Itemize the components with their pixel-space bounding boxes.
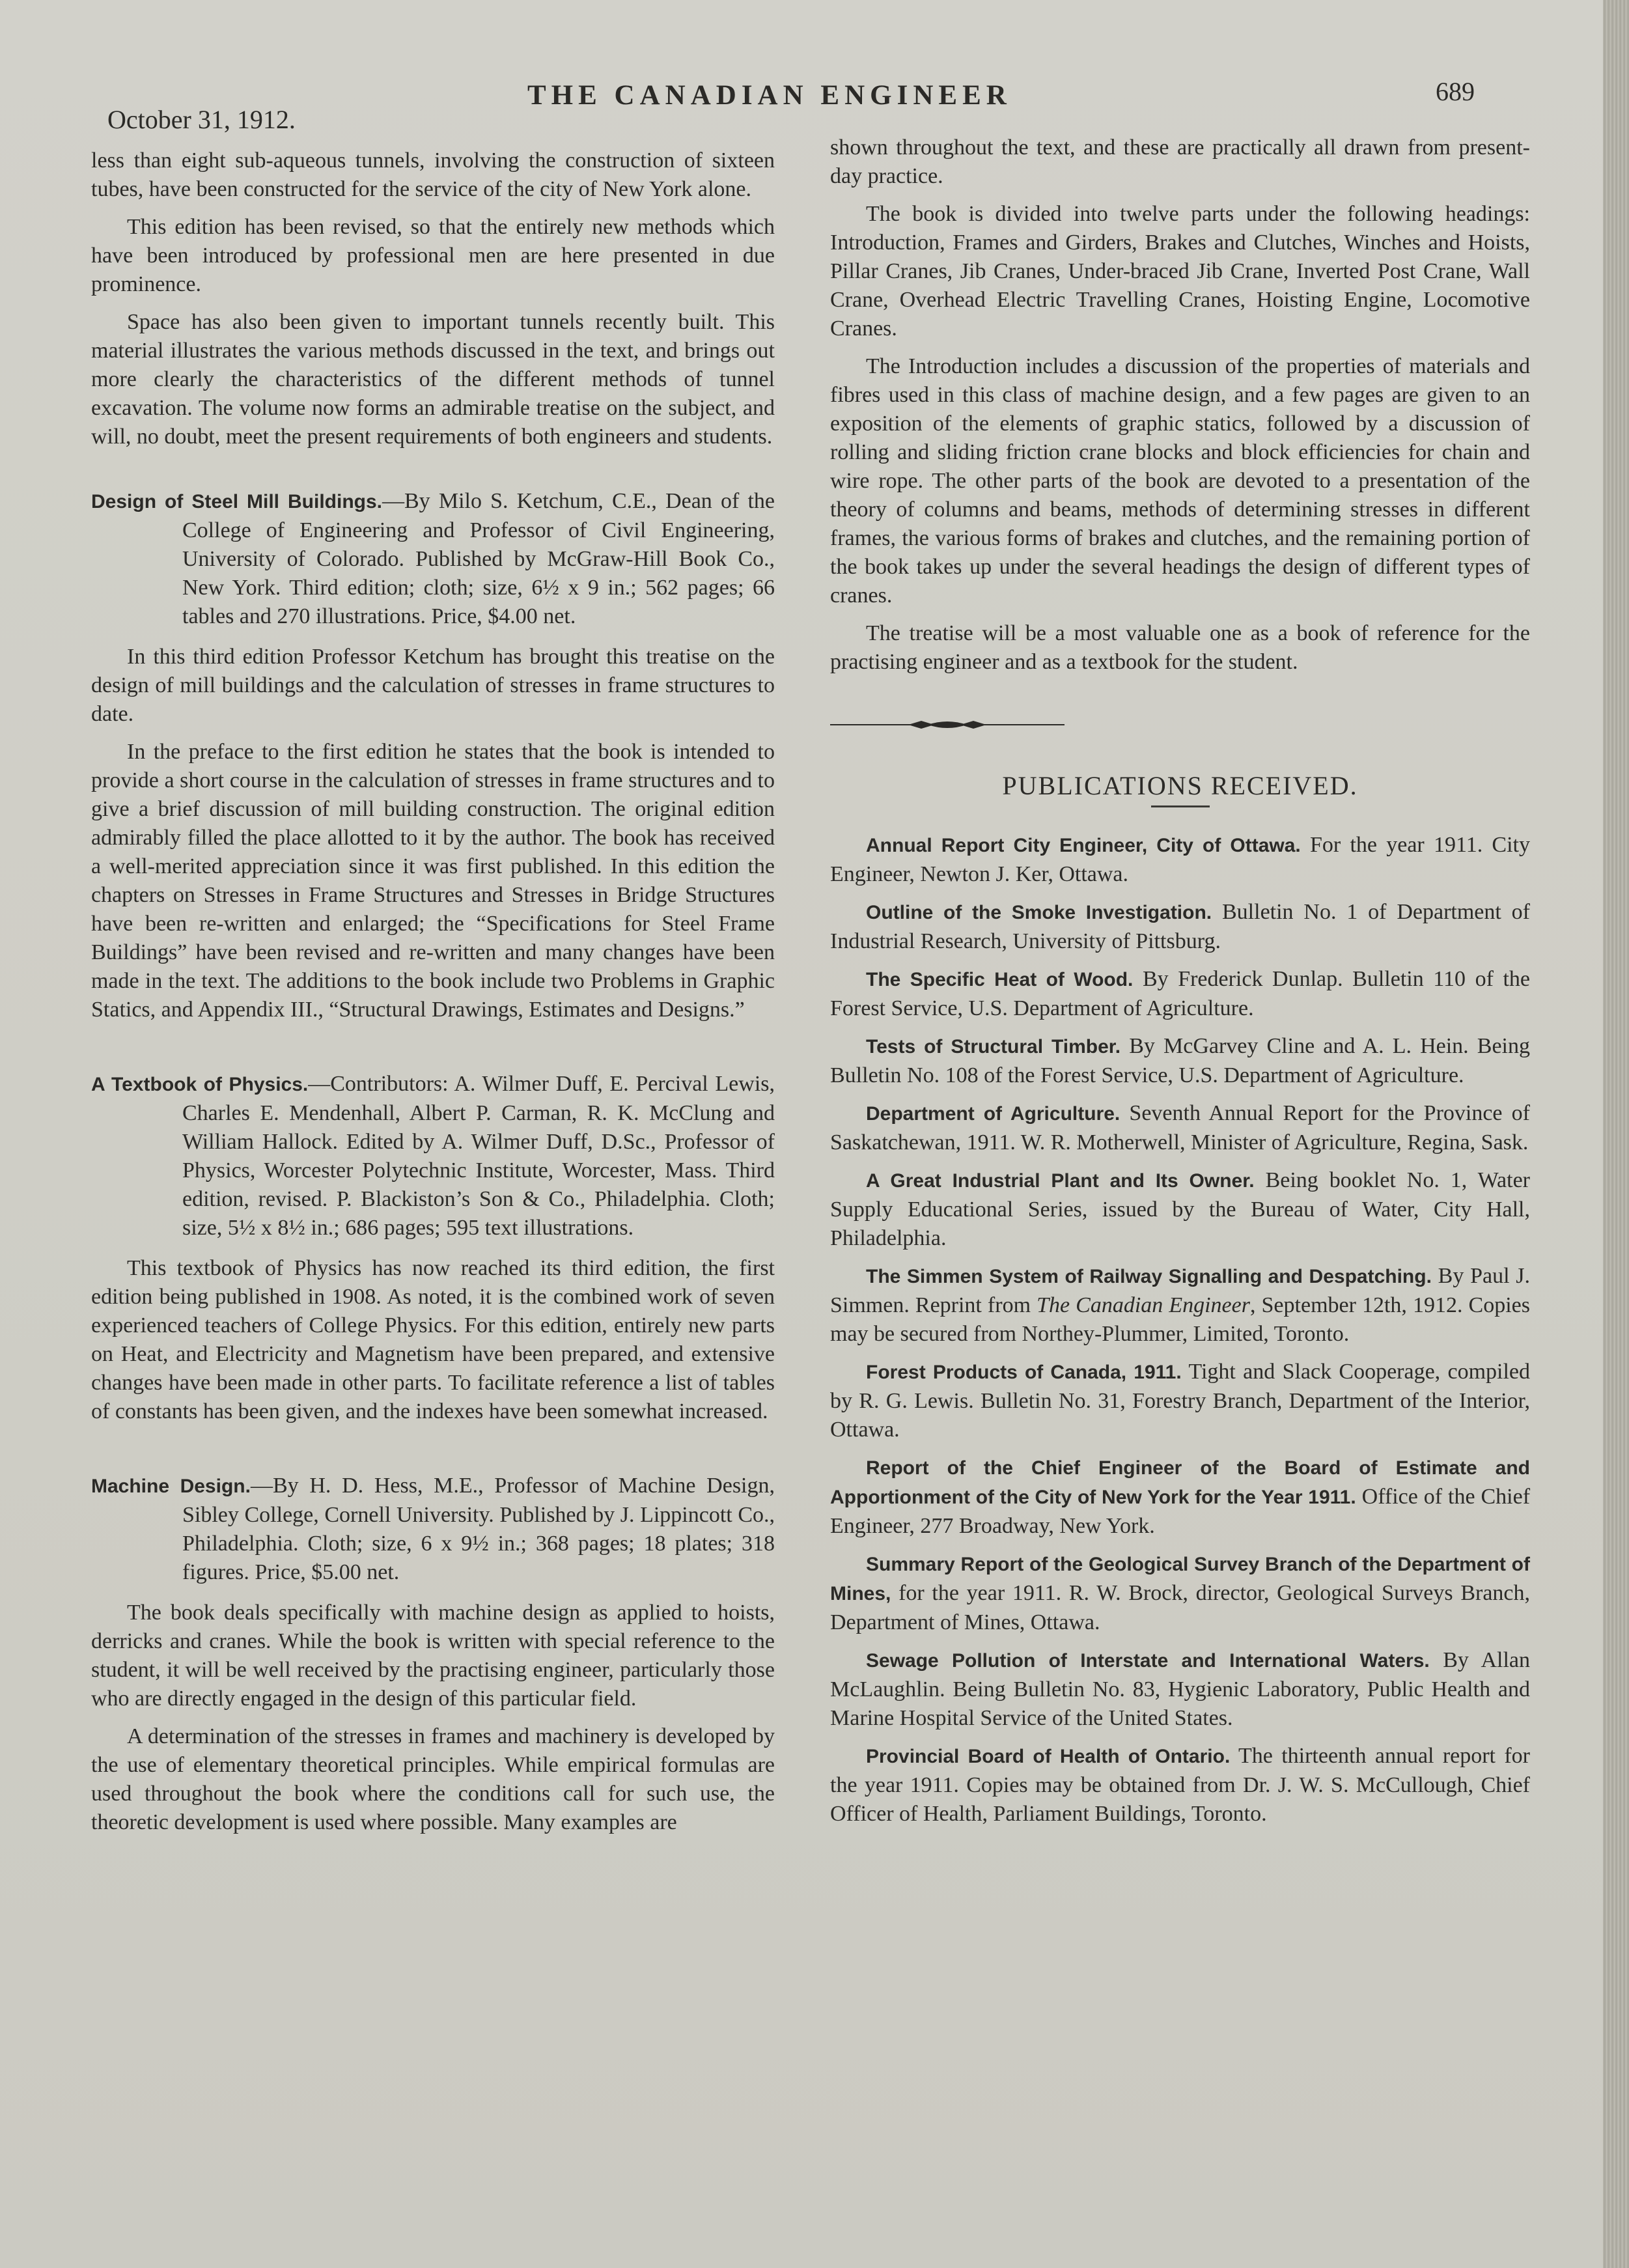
publication-title: Provincial Board of Health of Ontario.: [866, 1746, 1231, 1767]
publication-item: [830, 831, 1530, 889]
publication-source-italic: The Canadian Engineer: [1037, 1293, 1250, 1317]
publication-text: By Frederick Dunlap. Bulletin 110 of the Forest Service, U.S. Department of Agriculture.: [830, 967, 1530, 1020]
publication-item: [830, 898, 1530, 956]
continued-paragraph: The Introduction includes a discussion of the properties of materials and fibres used in this class of machine design, and a few pages are given to an exposition of the elements of graphic statics, followed by a discussion of rolling and sliding friction crane blocks and block efficiencies for chain and wire rope. The other parts of the book are devoted to a presentation of the theory of columns and beams, methods of determining stresses in different frames, the various forms of brakes and clutches, and the remaining portion of the book takes up under the several headings the design of different types of cranes.: [830, 354, 1530, 608]
publication-item: [830, 1358, 1530, 1444]
journal-title: THE CANADIAN ENGINEER: [527, 80, 1012, 111]
publication-item: [830, 1550, 1530, 1637]
continued-paragraph: The treatise will be a most valuable one as a book of reference for the practising engineer and as a textbook for the student.: [830, 621, 1530, 674]
publication-item: [830, 965, 1530, 1023]
publication-item: [830, 1032, 1530, 1090]
publication-item: [830, 1262, 1530, 1349]
publication-title: The Simmen System of Railway Signalling and Despatching.: [866, 1266, 1432, 1287]
heading-rule: [1151, 805, 1210, 807]
publication-item: [830, 1742, 1530, 1828]
issue-date: October 31, 1912.: [107, 105, 296, 134]
publication-item: [830, 1646, 1530, 1733]
publication-title: The Specific Heat of Wood.: [866, 969, 1134, 990]
publication-title: Tests of Structural Timber.: [866, 1036, 1121, 1057]
publication-text: Bulletin No. 1 of Department of Industrial Research, University of Pittsburg.: [830, 900, 1530, 953]
intro-paragraph: less than eight sub-aqueous tunnels, involving the construction of sixteen tubes, have been constructed for the service of the city of New York alone.: [91, 148, 775, 201]
publication-title: Report of the Chief Engineer of the Board of Estimate and Apportionment of the City of New York for the Year 1911.: [830, 1457, 1530, 1508]
publication-item: [830, 1099, 1530, 1157]
publication-title: Sewage Pollution of Interstate and International Waters.: [866, 1650, 1430, 1672]
publications-heading: PUBLICATIONS RECEIVED.: [1002, 771, 1358, 800]
review-entry-steel-mill: [91, 487, 775, 631]
review-citation: —By H. D. Hess, M.E., Professor of Machine Design, Sibley College, Cornell University. Published by J. Lippincott Co., Philadelphia. Cloth; size, 6 x 9½ in.; 368 pages; 18 plates; 318 figures. Price, $5.00 net.: [182, 1474, 775, 1584]
publication-text: Office of the Chief Engineer, 277 Broadway, New York.: [830, 1485, 1531, 1538]
publication-text: Seventh Annual Report for the Province of Saskatchewan, 1911. W. R. Motherwell, Minister of Agriculture, Regina, Sask.: [830, 1101, 1530, 1155]
intro-paragraph: This edition has been revised, so that the entirely new methods which have been introduced by professional men are here presented in due prominence.: [91, 215, 775, 296]
publication-text: By Paul J. Simmen. Reprint from: [830, 1264, 1531, 1317]
publication-text: Being booklet No. 1, Water Supply Educational Series, issued by the Bureau of Water, City Hall, Philadelphia.: [830, 1168, 1530, 1250]
publication-text: The thirteenth annual report for the year 1911. Copies may be obtained from Dr. J. W. S. McCullough, Chief Officer of Health, Parliament Buildings, Toronto.: [830, 1744, 1530, 1826]
review-title: Machine Design.: [91, 1476, 251, 1497]
review-paragraph: This textbook of Physics has now reached its third edition, the first edition being published in 1908. As noted, it is the combined work of seven experienced teachers of College Physics. For this edition, entirely new parts on Heat, and Electricity and Magnetism have been prepared, and extensive changes have been made in other parts. To facilitate reference a list of tables of constants has been given, and the indexes have been somewhat increased.: [91, 1256, 775, 1423]
publication-title: A Great Industrial Plant and Its Owner.: [866, 1170, 1255, 1192]
page-number: 689: [1436, 77, 1475, 106]
publication-title: Department of Agriculture.: [866, 1103, 1121, 1125]
review-entry-physics: [91, 1070, 775, 1242]
publication-item: [830, 1166, 1530, 1253]
continued-paragraph: shown throughout the text, and these are practically all drawn from present-day practice.: [830, 135, 1530, 188]
review-citation: —Contributors: A. Wilmer Duff, E. Percival Lewis, Charles E. Mendenhall, Albert P. Carman, R. K. McClung and William Hallock. Edited by A. Wilmer Duff, D.Sc., Professor of Physics, Worcester Polytechnic Institute, Worcester, Mass. Third edition, revised. P. Blackiston’s Son & Co., Philadelphia. Cloth; size, 5½ x 8½ in.; 686 pages; 595 text illustrations.: [182, 1072, 775, 1240]
review-paragraph: The book deals specifically with machine design as applied to hoists, derricks and cranes. While the book is written with special reference to the student, it will be well received by the practising engineer, particularly those who are directly engaged in the design of this particular field.: [91, 1601, 775, 1711]
publication-title: Annual Report City Engineer, City of Ottawa.: [866, 835, 1301, 856]
right-column: [830, 133, 1530, 1838]
review-paragraph: A determination of the stresses in frames and machinery is developed by the use of elementary theoretical principles. While empirical formulas are used throughout the book where the conditions call for such use, the theoretic development is used where possible. Many examples are: [91, 1724, 775, 1834]
publication-text: , September 12th, 1912. Copies may be secured from Northey-Plummer, Limited, Toronto.: [830, 1293, 1530, 1346]
review-paragraph: In the preface to the first edition he states that the book is intended to provide a short course in the calculation of stresses in frame structures and to give a brief discussion of mill building construction. The original edition admirably filled the place allotted to it by the author. The book has received a well-merited appreciation since it was first published. In this edition the chapters on Stresses in Frame Structures and Stresses in Bridge Structures have been re-written and enlarged; the “Specifications for Steel Frame Buildings” have been revised and re-written and many changes have been made in the text. The additions to the book include two Problems in Graphic Statics, and Appendix III., “Structural Drawings, Estimates and Designs.”: [91, 740, 775, 1022]
publication-title: Forest Products of Canada, 1911.: [866, 1362, 1182, 1383]
publication-text: For the year 1911. City Engineer, Newton J. Ker, Ottawa.: [830, 833, 1530, 886]
publication-title: Summary Report of the Geological Survey Branch of the Department of Mines,: [830, 1554, 1530, 1604]
publication-text: By Allan McLaughlin. Being Bulletin No. 83, Hygienic Laboratory, Public Health and Marine Hospital Service of the United States.: [830, 1648, 1530, 1730]
publication-title: Outline of the Smoke Investigation.: [866, 902, 1212, 923]
publication-text: By McGarvey Cline and A. L. Hein. Being Bulletin No. 108 of the Forest Service, U.S. Department of Agriculture.: [830, 1034, 1531, 1087]
review-paragraph: In this third edition Professor Ketchum has brought this treatise on the design of mill buildings and the calculation of stresses in frame structures to date.: [91, 645, 775, 726]
section-divider-ornament: [830, 718, 1065, 731]
left-column: [91, 147, 775, 1846]
review-title: A Textbook of Physics.: [91, 1074, 309, 1095]
intro-paragraph: Space has also been given to important tunnels recently built. This material illustrates the various methods discussed in the text, and brings out more clearly the characteristics of the different methods of tunnel excavation. The volume now forms an admirable treatise on the subject, and will, no doubt, meet the present requirements of both engineers and students.: [91, 310, 775, 449]
publication-text: Tight and Slack Cooperage, compiled by R. G. Lewis. Bulletin No. 31, Forestry Branch, Department of the Interior, Ottawa.: [830, 1360, 1531, 1442]
publication-text: for the year 1911. R. W. Brock, director, Geological Surveys Branch, Department of Mines, Ottawa.: [830, 1581, 1531, 1634]
review-title: Design of Steel Mill Buildings.: [91, 491, 382, 512]
continued-paragraph: The book is divided into twelve parts under the following headings: Introduction, Frames and Girders, Brakes and Clutches, Winches and Hoists, Pillar Cranes, Jib Cranes, Under-braced Jib Crane, Inverted Post Crane, Wall Crane, Overhead Electric Travelling Cranes, Hoisting Engine, Locomotive Cranes.: [830, 202, 1530, 341]
page-edge-binding: [1603, 0, 1629, 2268]
publication-item: [830, 1453, 1530, 1541]
review-citation: —By Milo S. Ketchum, C.E., Dean of the College of Engineering and Professor of Civil Engineering, University of Colorado. Published by McGraw-Hill Book Co., New York. Third edition; cloth; size, 6½ x 9 in.; 562 pages; 66 tables and 270 illustrations. Price, $4.00 net.: [182, 489, 775, 628]
review-entry-machine-design: [91, 1472, 775, 1587]
